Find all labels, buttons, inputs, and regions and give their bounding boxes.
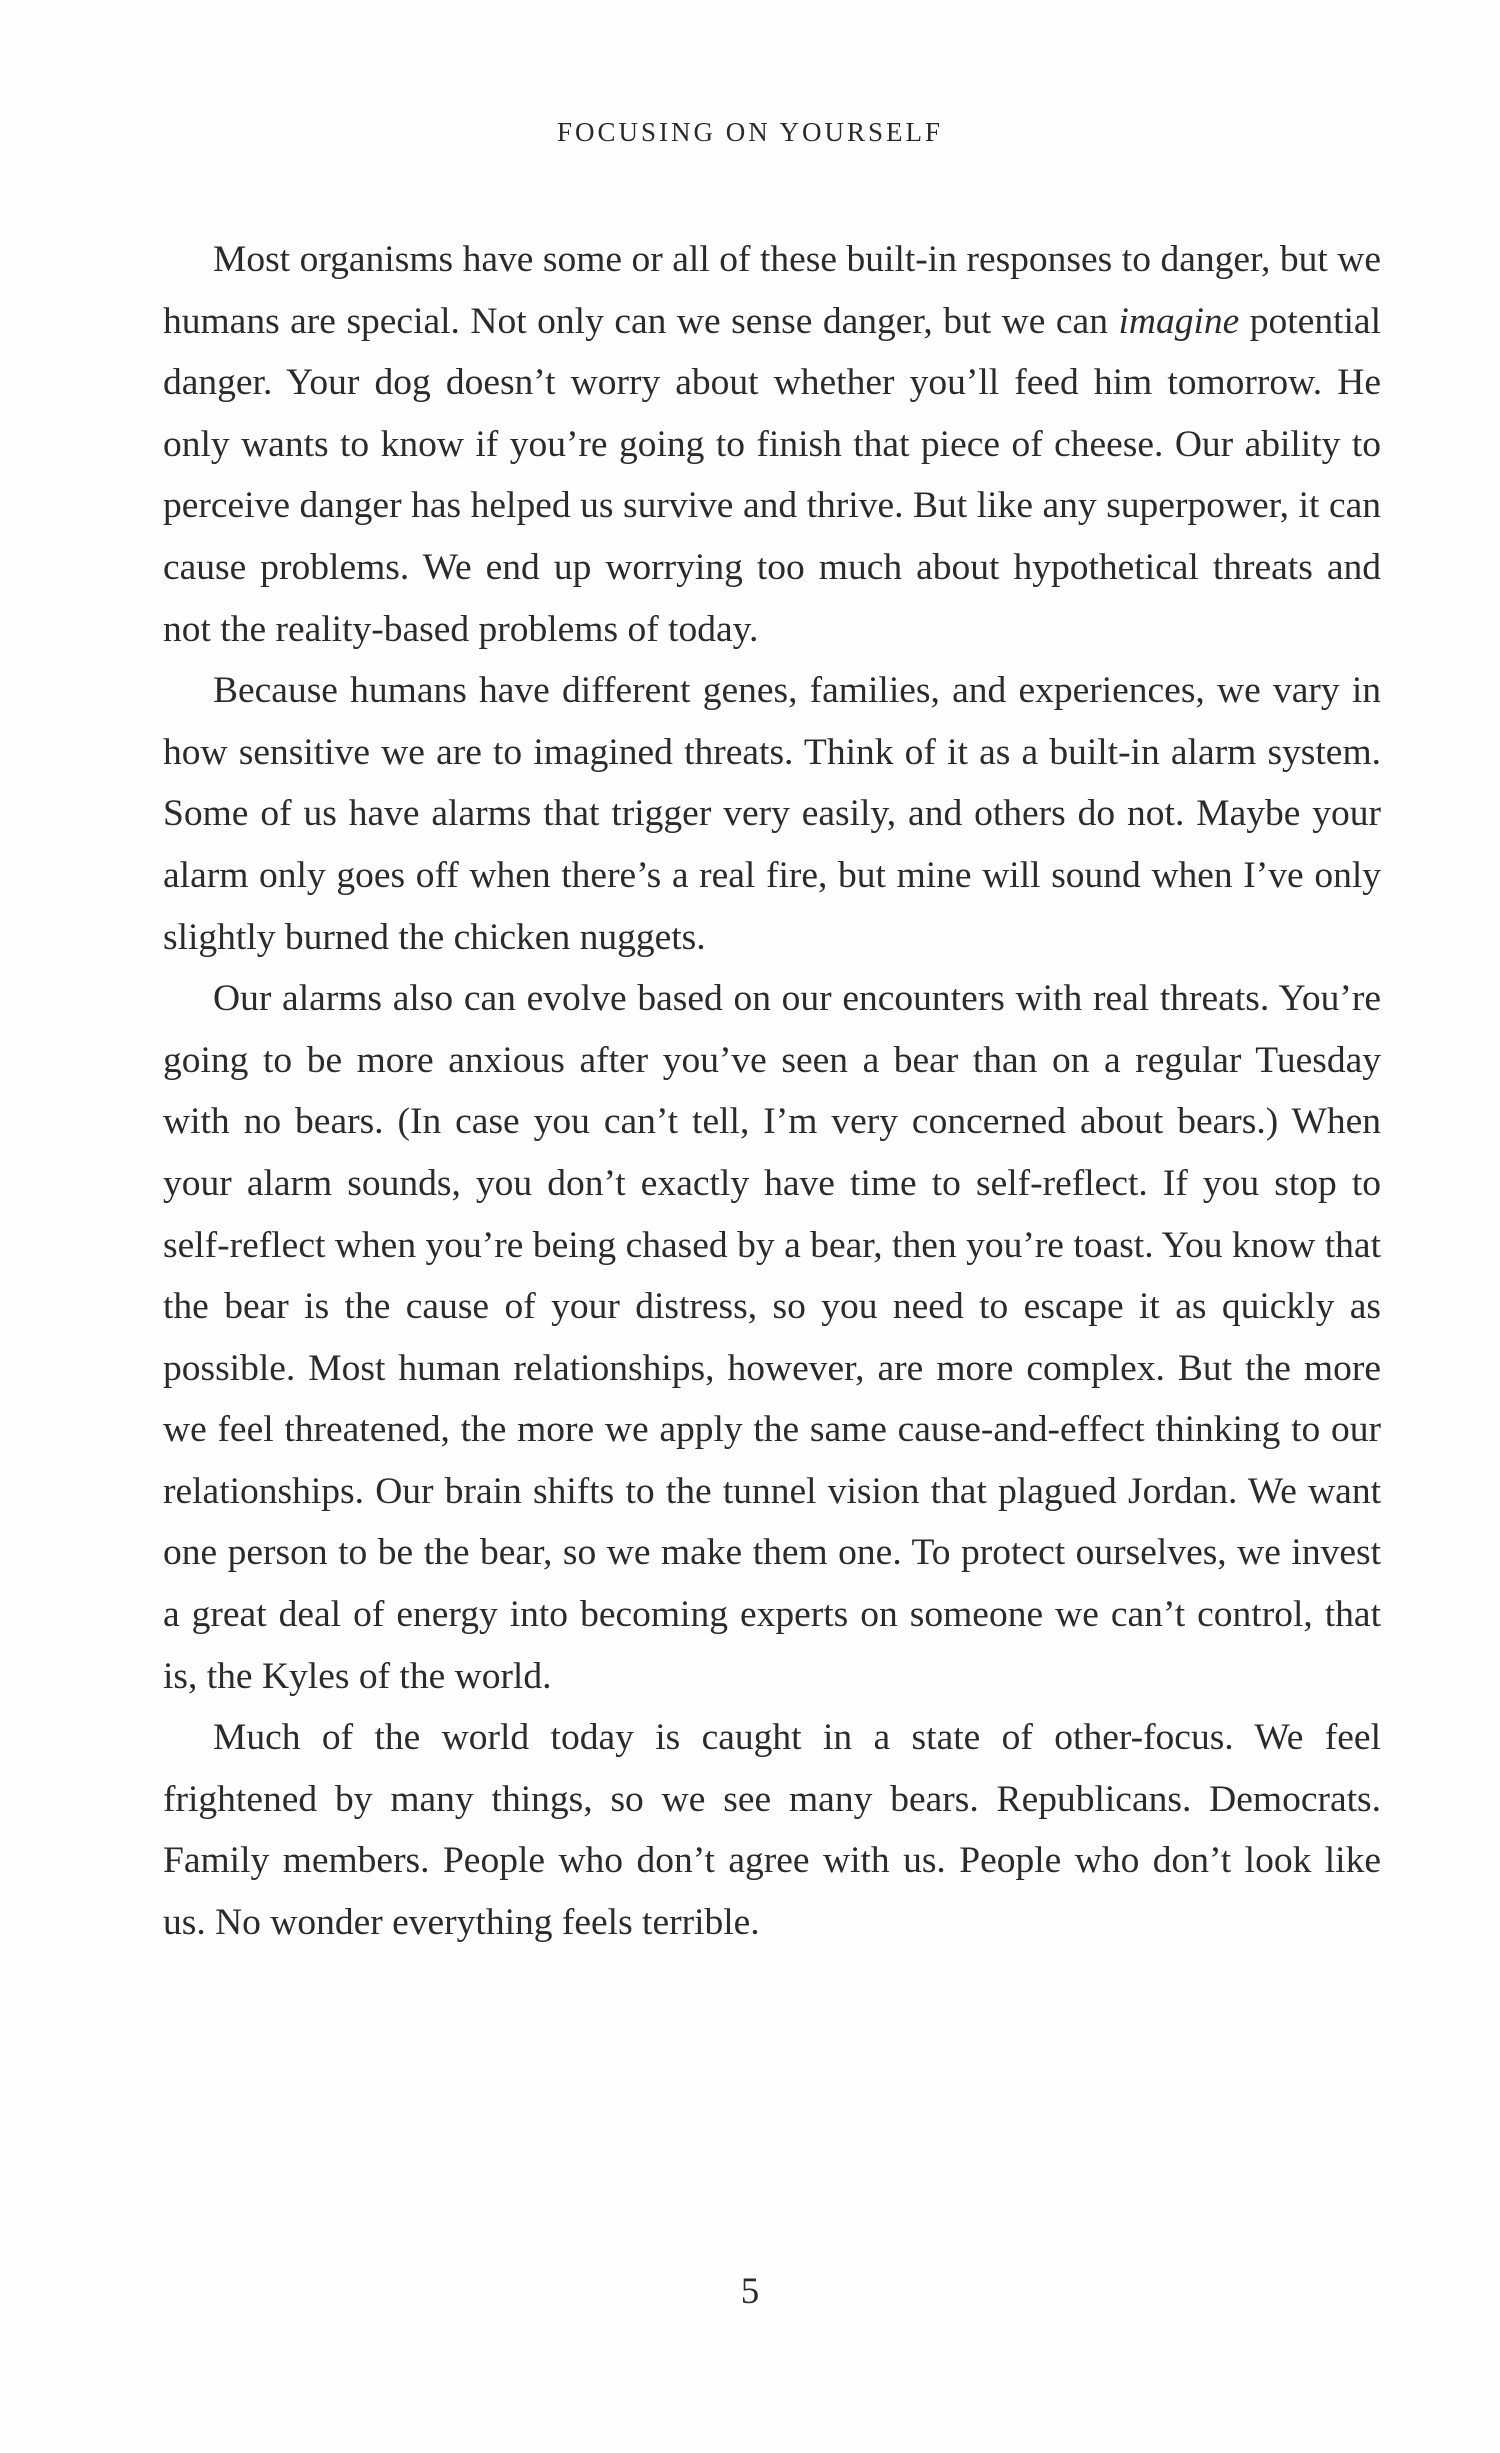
paragraph-1-before: Most organisms have some or all of these built-in responses to danger, but we humans are special. Not only can we sense danger, but we can (163, 239, 1381, 342)
paragraph-3: Our alarms also can evolve based on our encounters with real threats. You’re going to be more anxious after you’ve seen a bear than on a regular Tuesday with no bears. (In case you can’t tell, I’m very concerned about bears.) When your alarm sounds, you don’t exactly have time to self-reflect. If you stop to self-reflect when you’re being chased by a bear, then you’re toast. You know that the bear is the cause of your distress, so you need to escape it as quickly as possible. Most human relationships, however, are more complex. But the more we feel threatened, the more we apply the same cause-and-effect thinking to our relationships. Our brain shifts to the tunnel vision that plagued Jordan. We want one person to be the bear, so we make them one. To protect ourselves, we invest a great deal of energy into becoming experts on someone we can’t control, that is, the Kyles of the world. (163, 978, 1381, 1697)
paragraph-1 (163, 229, 1381, 660)
body-text (163, 229, 1381, 1954)
paragraph-1-emphasis: imagine (1118, 300, 1240, 342)
running-head: FOCUSING ON YOURSELF (556, 117, 944, 147)
page-number: 5 (740, 2271, 760, 2312)
paragraph-4: Much of the world today is caught in a state of other-focus. We feel frightened by many things, so we see many bears. Republicans. Democrats. Family members. People who don’t agree with us. People who don’t look like us. No wonder everything feels terrible. (163, 1717, 1381, 1944)
paragraph-2: Because humans have different genes, families, and experiences, we vary in how sensitive we are to imagined threats. Think of it as a built-in alarm system. Some of us have alarms that trigger very easily, and others do not. Maybe your alarm only goes off when there’s a real fire, but mine will sound when I’ve only slightly burned the chicken nuggets. (163, 670, 1381, 958)
paragraph-1-after: potential danger. Your dog doesn’t worry about whether you’ll feed him tomorrow. He only wants to know if you’re going to finish that piece of cheese. Our ability to perceive danger has helped us survive and thrive. But like any superpower, it can cause problems. We end up worrying too much about hypothetical threats and not the reality-based problems of today. (163, 300, 1381, 650)
